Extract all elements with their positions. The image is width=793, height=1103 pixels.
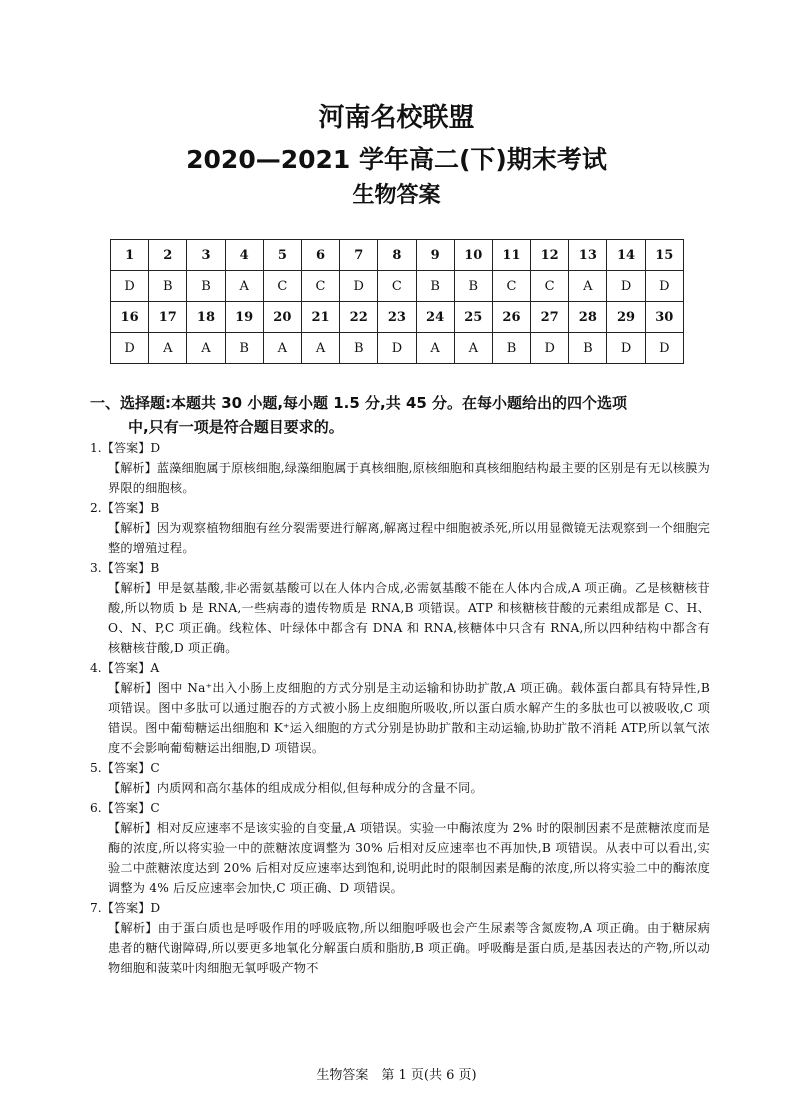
question-number-cell: 10 [454,240,492,271]
question-number-cell: 1 [111,240,149,271]
answer-label: 【答案】 [101,441,151,455]
question-explanation [90,678,710,758]
question-number: 6. [90,801,102,815]
question-number-cell: 30 [645,302,683,333]
answer-cell: B [187,271,225,302]
question-item [90,658,710,758]
answer-cell: B [225,333,263,364]
question-number-cell: 19 [225,302,263,333]
answer-value: B [150,501,160,515]
answer-cell: B [492,333,530,364]
answer-value: C [150,801,160,815]
question-number-cell: 27 [531,302,569,333]
question-explanation [90,458,710,498]
question-item [90,438,710,498]
question-item [90,898,710,978]
question-number-cell: 14 [607,240,645,271]
answer-cell: D [645,333,683,364]
section-heading [90,391,710,439]
question-number-cell: 7 [340,240,378,271]
answer-cell: C [378,271,416,302]
page-footer: 生物答案 第 1 页(共 6 页) [316,1068,477,1083]
answer-label: 【答案】 [101,561,151,575]
question-answer-line [90,498,710,518]
answer-value: A [150,661,160,675]
answer-cell: C [301,271,339,302]
question-explanation [90,578,710,658]
question-number-cell: 22 [340,302,378,333]
answer-cell: D [531,333,569,364]
analysis-label: 【解析】 [108,781,157,795]
table-row-answers [111,271,684,302]
title-line-1: 河南名校联盟 [318,103,475,133]
question-explanation [90,778,710,798]
question-number-cell: 11 [492,240,530,271]
analysis-label: 【解析】 [108,921,158,935]
explanation-text: 蓝藻细胞属于原核细胞,绿藻细胞属于真核细胞,原核细胞和真核细胞结构最主要的区别是有无以核膜为界限的细胞核。 [108,461,711,495]
table-row-numbers [111,302,684,333]
question-number-cell: 2 [149,240,187,271]
table-row-numbers [111,240,684,271]
answer-value: B [150,561,160,575]
answer-cell: C [531,271,569,302]
question-number-cell: 25 [454,302,492,333]
question-number-cell: 18 [187,302,225,333]
answer-value: C [150,761,160,775]
question-answer-line [90,558,710,578]
question-number: 2. [90,501,102,515]
title-line-2: 2020—2021 学年高二(下)期末考试 [186,145,607,174]
question-list [90,438,710,978]
answer-label: 【答案】 [101,661,151,675]
answer-cell: C [492,271,530,302]
analysis-label: 【解析】 [108,821,157,835]
answer-cell: B [149,271,187,302]
question-number: 7. [90,901,102,915]
section-heading-line-1: 一、选择题:本题共 30 小题,每小题 1.5 分,共 45 分。在每小题给出的四个选项 [90,394,628,412]
question-number-cell: 20 [263,302,301,333]
answer-cell: C [263,271,301,302]
question-item [90,558,710,658]
answer-value: D [150,901,161,915]
question-number-cell: 5 [263,240,301,271]
answer-label: 【答案】 [101,801,151,815]
question-item [90,498,710,558]
table-row-answers [111,333,684,364]
answer-cell: D [607,333,645,364]
answer-cell: D [111,333,149,364]
title-block [0,100,793,212]
question-number-cell: 13 [569,240,607,271]
question-number-cell: 9 [416,240,454,271]
question-number-cell: 23 [378,302,416,333]
answer-label: 【答案】 [101,761,151,775]
question-number-cell: 12 [531,240,569,271]
answer-label: 【答案】 [101,501,151,515]
answer-value: D [150,441,161,455]
question-answer-line [90,758,710,778]
explanation-text: 因为观察植物细胞有丝分裂需要进行解离,解离过程中细胞被杀死,所以用显微镜无法观察到一个细胞完整的增殖过程。 [108,521,711,555]
question-number-cell: 28 [569,302,607,333]
question-number-cell: 17 [149,302,187,333]
question-explanation [90,818,710,898]
explanation-text: 甲是氨基酸,非必需氨基酸可以在人体内合成,必需氨基酸不能在人体内合成,A 项正确。乙是核糖核苷酸,所以物质 b 是 RNA,一些病毒的遗传物质是 RNA,B 项错误。ATP 和核糖核苷酸的元素组成都是 C、H、O、N、P,C 项正确。线粒体、叶绿体中都含有 DNA 和 RNA,核糖体中只含有 RNA,所以四种结构中都含有核糖核苷酸,D 项正确。 [108,581,710,655]
question-item [90,798,710,898]
question-explanation [90,918,710,978]
question-item [90,758,710,798]
answer-cell: D [340,271,378,302]
explanation-text: 图中 Na⁺出入小肠上皮细胞的方式分别是主动运输和协助扩散,A 项正确。载体蛋白都具有特异性,B 项错误。图中多肽可以通过胞吞的方式被小肠上皮细胞所吸收,所以蛋白质水解产生的多肽也可以被吸收,C 项错误。图中葡萄糖运出细胞和 K⁺运入细胞的方式分别是协助扩散和主动运输,协助扩散不消耗 ATP,所以氧气浓度不会影响葡萄糖运出细胞,D 项错误。 [108,681,711,755]
question-number-cell: 24 [416,302,454,333]
answer-cell: B [340,333,378,364]
question-answer-line [90,798,710,818]
question-explanation [90,518,710,558]
question-number-cell: 15 [645,240,683,271]
answer-cell: D [378,333,416,364]
question-answer-line [90,438,710,458]
question-number-cell: 8 [378,240,416,271]
answer-cell: D [607,271,645,302]
question-number-cell: 4 [225,240,263,271]
explanation-text: 由于蛋白质也是呼吸作用的呼吸底物,所以细胞呼吸也会产生尿素等含氮废物,A 项正确。由于糖尿病患者的糖代谢障碍,所以要更多地氧化分解蛋白质和脂肪,B 项正确。呼吸酶是蛋白质,是基因表达的产物,所以动物细胞和菠菜叶肉细胞无氧呼吸产物不 [108,921,710,975]
analysis-label: 【解析】 [108,461,157,475]
question-number: 3. [90,561,102,575]
section-heading-line-2: 中,只有一项是符合题目要求的。 [128,418,344,436]
answer-table [110,239,684,364]
answer-cell: A [263,333,301,364]
answer-cell: A [569,271,607,302]
question-number-cell: 3 [187,240,225,271]
answer-cell: B [454,271,492,302]
question-number-cell: 26 [492,302,530,333]
explanation-text: 相对反应速率不是该实验的自变量,A 项错误。实验一中酶浓度为 2% 时的限制因素不是蔗糖浓度而是酶的浓度,所以将实验一中的蔗糖浓度调整为 30% 后相对反应速率也不再加快,B 项错误。从表中可以看出,实验二中蔗糖浓度达到 20% 后相对反应速率达到饱和,说明此时的限制因素是酶的浓度,所以将实验二中的酶浓度调整为 4% 后反应速率会加快,C 项正确、D 项错误。 [108,821,711,895]
answer-cell: A [454,333,492,364]
question-answer-line [90,658,710,678]
answer-cell: A [187,333,225,364]
question-answer-line [90,898,710,918]
question-number: 4. [90,661,102,675]
answer-cell: A [416,333,454,364]
analysis-label: 【解析】 [108,581,158,595]
answer-cell: A [301,333,339,364]
title-line-3: 生物答案 [352,183,441,208]
answer-cell: A [225,271,263,302]
question-number-cell: 16 [111,302,149,333]
question-number-cell: 29 [607,302,645,333]
question-number-cell: 21 [301,302,339,333]
question-number-cell: 6 [301,240,339,271]
answer-cell: D [111,271,149,302]
question-number: 5. [90,761,102,775]
answer-cell: B [569,333,607,364]
question-number: 1. [90,441,102,455]
answer-cell: D [645,271,683,302]
analysis-label: 【解析】 [108,521,157,535]
answer-cell: A [149,333,187,364]
answer-label: 【答案】 [101,901,151,915]
explanation-text: 内质网和高尔基体的组成成分相似,但每种成分的含量不同。 [156,781,483,795]
answer-cell: B [416,271,454,302]
analysis-label: 【解析】 [108,681,158,695]
